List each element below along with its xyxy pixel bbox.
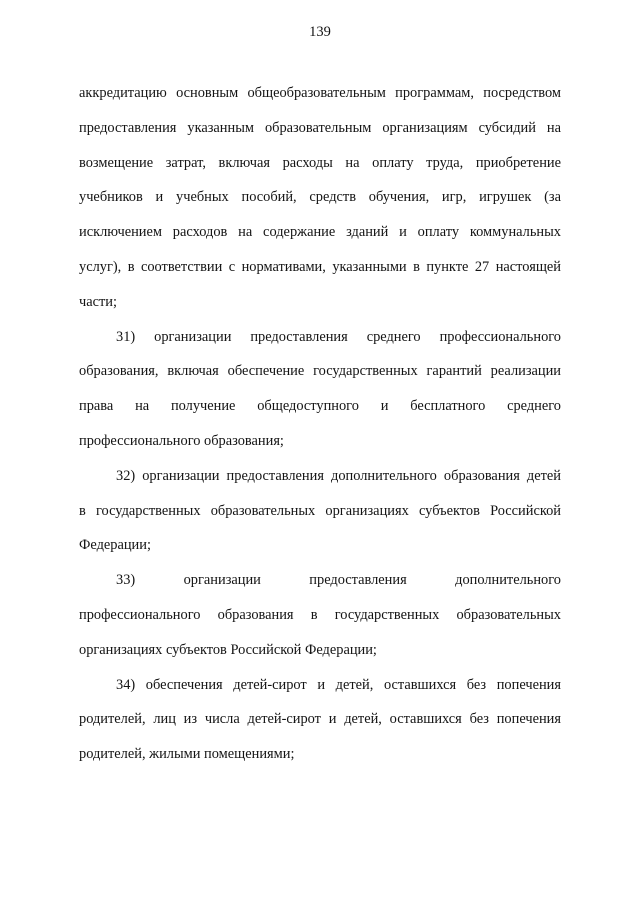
text-line: профессионального образования; [79,432,284,449]
text-line: аккредитацию основным общеобразовательным программам, посредством [79,85,561,101]
text-line: услуг), в соответствии с нормативами, указанными в пункте 27 настоящей [79,258,561,275]
text-line: исключением расходов на содержание зданий и оплату коммунальных [79,224,561,241]
text-line: предоставления указанным образовательным организациям субсидий на [79,119,561,136]
paragraph-item-32 [79,459,561,563]
text-line: 31) организации предоставления среднего профессионального [116,328,561,345]
text-line: родителей, лиц из числа детей-сирот и детей, оставшихся без попечения [79,711,561,728]
text-line: профессионального образования в государственных образовательных [79,606,561,623]
paragraph-continuation [79,76,561,320]
page-number: 139 [309,24,331,40]
text-line: права на получение общедоступного и бесплатного среднего [79,398,561,415]
paragraph-item-34 [79,668,561,772]
text-line: образования, включая обеспечение государственных гарантий реализации [79,363,561,380]
text-line: Федерации; [79,537,151,554]
paragraph-item-31 [79,320,561,459]
text-line: 33) организации предоставления дополнительного [116,572,561,589]
text-line: 32) организации предоставления дополнительного образования детей [116,467,561,484]
text-line: родителей, жилыми помещениями; [79,746,295,763]
text-line: в государственных образовательных организациях субъектов Российской [79,502,561,519]
text-line: учебников и учебных пособий, средств обучения, игр, игрушек (за [79,189,561,206]
document-body [79,76,561,772]
text-line: возмещение затрат, включая расходы на оплату труда, приобретение [79,154,561,171]
text-line: части; [79,293,118,310]
text-line: 34) обеспечения детей-сирот и детей, оставшихся без попечения [116,676,561,693]
paragraph-item-33 [79,563,561,667]
text-line: организациях субъектов Российской Федерации; [79,641,377,658]
